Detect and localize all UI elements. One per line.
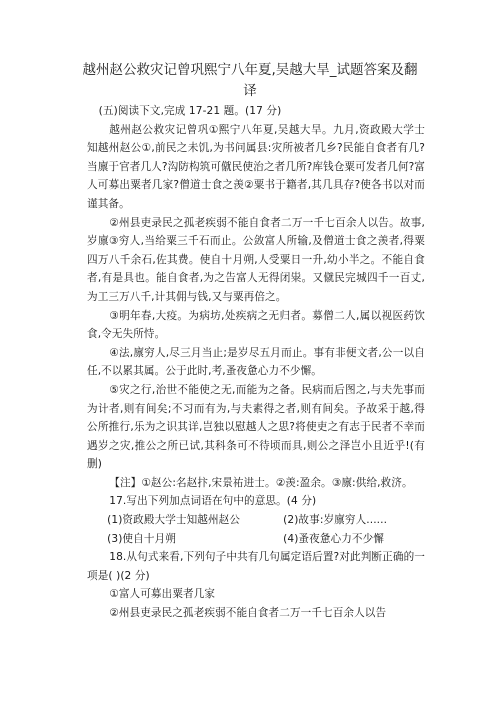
question-18-option-2: ②州县吏录民之孤老疾弱不能自食者二万一千七百余人以告 xyxy=(109,607,387,620)
paragraph-5: ⑤灾之行,治世不能使之无,而能为之备。民病而后图之,与夫先事而为计者,则有间矣;不习而有为,与夫素得之者,则有间矣。予故采于越,得公所推行,乐为之识其详,岂独以慰越人之思?将使吏之有志于民者不幸而遇岁之灾,推公之所已试,其科条可不待顷而具,则公之泽岂小且近乎!(有删) xyxy=(87,383,425,471)
paragraph-2: ②州县吏录民之孤老疾弱不能自食者二万一千七百余人以告。故事,岁廪③穷人,当给粟三千石而止。公敛富人所输,及僧道士食之羡者,得粟四万八千余石,佐其费。使自十月朔,人受粟日一升,幼小半之。不能自食者,有是具也。能自食者,为之告富人无得闭粜。又僦民完城四千一百丈,为工三万八千,计其佣与钱,又与粟再倍之。 xyxy=(87,216,425,303)
document-title: 越州赵公救灾记曾巩熙宁八年夏,吴越大旱_试题答案及翻译 xyxy=(82,62,418,99)
document-body xyxy=(87,102,425,623)
question-18-option-1: ①富人可募出粟者几家 xyxy=(109,588,216,601)
question-17-item-4: (4)蚤夜惫心力不少懈 xyxy=(283,532,384,545)
paragraph-4: ④法,廪穷人,尽三月当止;是岁尽五月而止。事有非便文者,公一以自任,不以累其属。公于此时,考,蚤夜惫心力不少懈。 xyxy=(87,346,425,378)
question-17-items-row-1 xyxy=(87,511,425,530)
question-17-item-1: (1)资政殿大学士知越州赵公 xyxy=(107,514,241,527)
paragraph-3: ③明年春,大疫。为病坊,处疾病之无归者。募僧二人,属以视医药饮食,令无失所恃。 xyxy=(87,309,425,341)
annotation-note: 【注】①赵公:名赵抃,宋景祐进士。②羡:盈余。③廪:供给,救济。 xyxy=(109,476,413,489)
section-heading: (五)阅读下文,完成 17-21 题。(17 分) xyxy=(98,105,282,117)
question-18: 18.从句式来看,下列句子中共有几句属定语后置?对此判断正确的一项是( )(2 分) xyxy=(87,551,425,582)
question-17-item-2: (2)故事:岁廪穷人...... xyxy=(283,514,388,527)
question-17-items-row-2 xyxy=(87,530,425,549)
question-17: 17.写出下列加点词语在句中的意思。(4 分) xyxy=(109,495,317,508)
question-17-item-3: (3)使自十月朔 xyxy=(107,532,176,545)
paragraph-1: 越州赵公救灾记曾巩①熙宁八年夏,吴越大旱。九月,资政殿大学士知越州赵公①,前民之未饥,为书问属县:灾所被者几乡?民能自食者有几?当廪于官者几人?沟防构筑可僦民使治之者几所?库钱仓粟可发者几何?富人可募出粟者几家?僧道士食之羡②粟书于籍者,其几具存?使各书以对而谨其备。 xyxy=(87,123,425,210)
